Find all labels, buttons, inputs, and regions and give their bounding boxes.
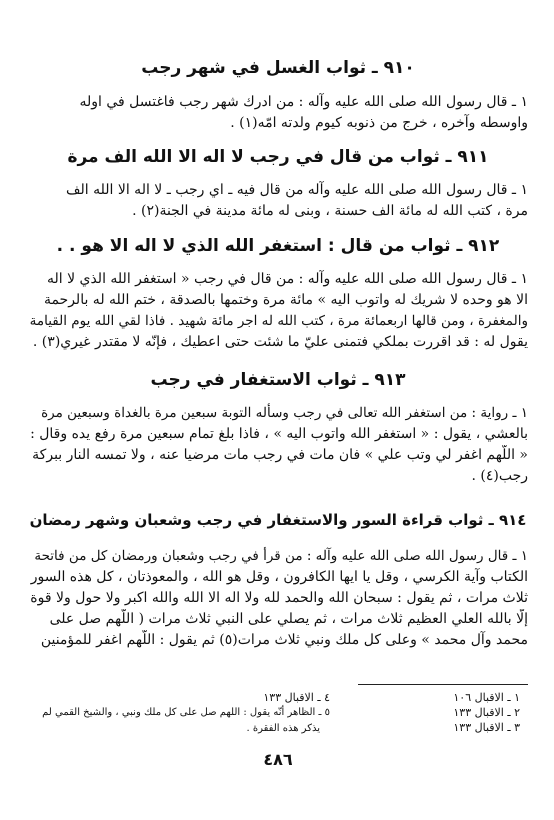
footnote-1: ١ ـ الاقبال ١٠٦ xyxy=(453,691,520,704)
footnote-divider xyxy=(358,684,528,685)
body-line: ١ ـ قال رسول الله صلى الله عليه وآله من قال فيه ـ اي رجب ـ لا اله الا الله الف xyxy=(66,182,528,198)
section-body-911 xyxy=(28,180,528,222)
footnote-2: ٢ ـ الاقبال ١٣٣ xyxy=(453,706,520,719)
body-line: ١ ـ قال رسول الله صلى الله عليه وآله : من قال في رجب « استغفر الله الذي لا اله xyxy=(46,271,528,287)
body-line: « اللّهم اغفر لي وتب علي » فان مات في رجب مات مرضيا عنه ، ولا تمسه النار ببركة xyxy=(32,447,528,463)
body-line: واوسطه وآخره ، خرج من ذنوبه كيوم ولدته امّه(١) . xyxy=(230,115,528,131)
footnote-5-continued: يذكر هذه الفقرة . xyxy=(246,723,320,734)
body-line: محمد وآل محمد » وعلى كل ملك ونبي ثلاث مرات(٥) ثم يقول : اللّهم اغفر للمؤمنين xyxy=(40,632,528,648)
body-line: بالعشي ، يقول : « استغفر الله واتوب اليه » ، فاذا بلغ تمام سبعين مرة رفع يده وقال : xyxy=(30,426,528,442)
footnote-3: ٣ ـ الاقبال ١٣٣ xyxy=(453,721,520,734)
section-heading-913: ٩١٣ ـ ثواب الاستغفار في رجب xyxy=(150,370,406,390)
body-line: مرة ، كتب الله له مائة الف حسنة ، وبنى له مائة مدينة في الجنة(٢) . xyxy=(132,203,528,219)
body-line: ١ ـ قال رسول الله صلى الله عليه وآله : من قرأ في رجب وشعبان ورمضان كل من فاتحة xyxy=(34,548,528,564)
body-line: يقول له : قد اقررت بملكي فتمنى عليّ ما شئت حتى اعطيك ، فإنّه لا مقتدر غيري(٣) . xyxy=(32,334,528,350)
body-line: والمغفرة ، ومن قالها اربعمائة مرة ، كتب الله له اجر مائة شهيد . فاذا لقي الله يوم القيامة xyxy=(29,313,528,329)
section-heading-912: ٩١٢ ـ ثواب من قال : استغفر الله الذي لا اله الا هو . . xyxy=(56,236,500,256)
page-number: ٤٨٦ xyxy=(263,750,293,769)
section-heading-911: ٩١١ ـ ثواب من قال في رجب لا اله الا الله الف مرة xyxy=(67,147,489,167)
footnote-5: ٥ ـ الظاهر أنّه يقول : اللهم صل على كل ملك ونبي ، والشيخ القمي لم xyxy=(42,707,330,718)
body-line: ١ ـ رواية : من استغفر الله تعالى في رجب وسأله التوبة سبعين مرة بالغداة وسبعين مرة xyxy=(41,405,528,421)
section-heading-914: ٩١٤ ـ ثواب قراءة السور والاستغفار في رجب وشعبان وشهر رمضان xyxy=(29,511,527,529)
body-line: رجب(٤) . xyxy=(471,468,528,484)
body-line: ثلاث مرات ، ثم يقول : سبحان الله والحمد لله ولا اله الا الله والله اكبر ولا حول ولا قوة xyxy=(30,590,528,606)
section-body-910 xyxy=(28,92,528,134)
section-body-912 xyxy=(28,269,528,353)
body-line: إلّا بالله العلي العظيم ثلاث مرات ، ثم يصلي على النبي ثلاث مرات ( اللّهم صل على xyxy=(49,611,528,627)
section-body-914 xyxy=(28,546,528,651)
body-line: الا هو وحده لا شريك له واتوب اليه » مائة مرة وختمها بالصدقة ، ختم الله له بالرحمة xyxy=(43,292,528,308)
body-line: الكتاب وآية الكرسي ، وقل يا ايها الكافرون ، وقل هو الله ، والمعوذتان ، كل هذه السور xyxy=(30,569,528,585)
body-line: ١ ـ قال رسول الله صلى الله عليه وآله : من ادرك شهر رجب فاغتسل في اوله xyxy=(79,94,528,110)
section-body-913 xyxy=(28,403,528,487)
section-heading-910: ٩١٠ ـ ثواب الغسل في شهر رجب xyxy=(141,58,415,78)
book-page xyxy=(28,0,528,820)
footnote-4: ٤ ـ الاقبال ١٣٣ xyxy=(263,691,330,704)
